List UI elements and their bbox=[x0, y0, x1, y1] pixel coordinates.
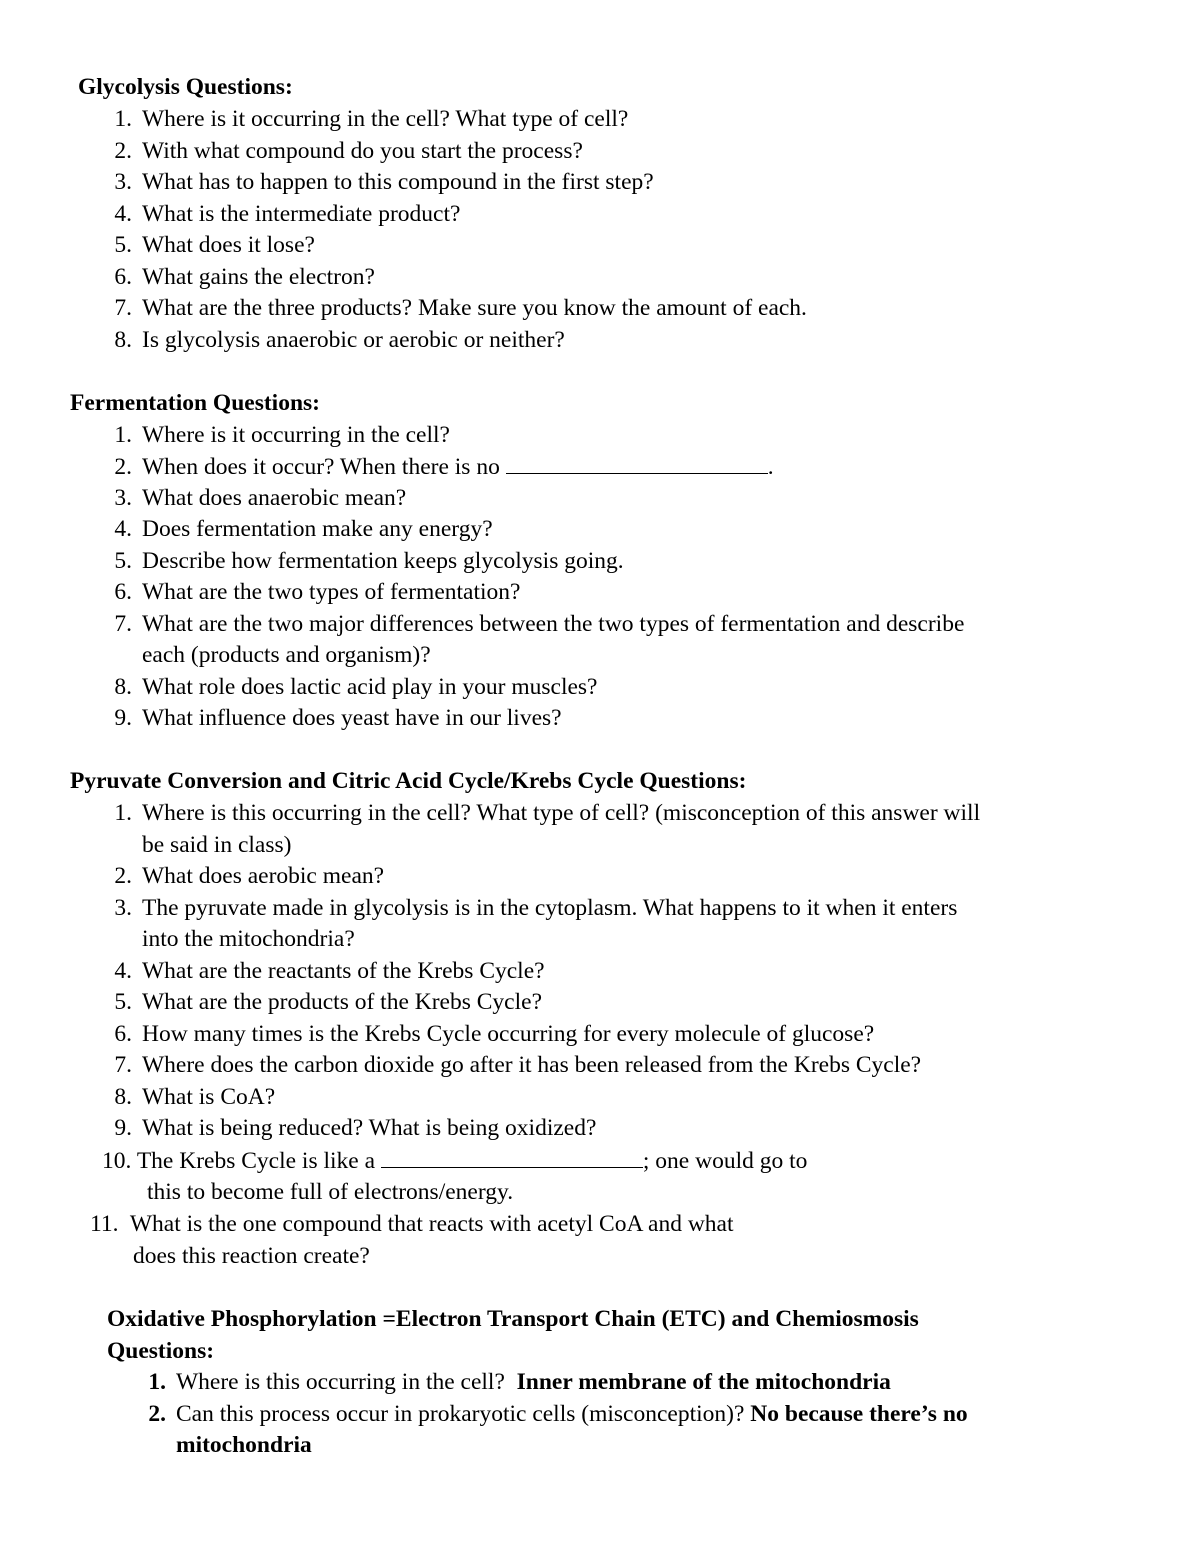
question-number: 2. bbox=[114, 137, 132, 164]
glycolysis-question-5 bbox=[96, 230, 315, 261]
question-text: What influence does yeast have in our lives? bbox=[142, 705, 562, 731]
krebs-question-10 bbox=[102, 1145, 807, 1177]
fermentation-heading: Fermentation Questions: bbox=[70, 390, 320, 416]
question-number: 7. bbox=[114, 1052, 132, 1078]
question-number: 7. bbox=[114, 610, 132, 637]
question-number: 1. bbox=[114, 800, 132, 826]
question-number: 3. bbox=[114, 894, 132, 921]
krebs-question-8 bbox=[96, 1082, 275, 1113]
krebs-question-1 bbox=[96, 798, 980, 829]
question-number: 2. bbox=[114, 863, 132, 889]
question-number: 8. bbox=[114, 326, 132, 353]
question-text: What are the two types of fermentation? bbox=[142, 579, 521, 605]
krebs-heading: Pyruvate Conversion and Citric Acid Cycle/Krebs Cycle Questions: bbox=[70, 768, 747, 794]
krebs-question-10-continuation: this to become full of electrons/energy. bbox=[147, 1179, 514, 1205]
question-number: 7. bbox=[114, 295, 132, 321]
question-number: 2. bbox=[114, 454, 132, 480]
question-text: When does it occur? When there is no bbox=[142, 454, 500, 480]
fermentation-question-7-continuation: each (products and organism)? bbox=[142, 642, 431, 668]
krebs-question-9 bbox=[96, 1113, 596, 1144]
glycolysis-question-6 bbox=[96, 262, 375, 293]
fill-in-blank[interactable] bbox=[506, 451, 768, 474]
question-text: Does fermentation make any energy? bbox=[142, 516, 493, 542]
fermentation-question-1 bbox=[96, 420, 450, 451]
question-text-after-blank: . bbox=[767, 454, 774, 480]
question-number: 9. bbox=[114, 1115, 132, 1141]
krebs-question-11-continuation: does this reaction create? bbox=[133, 1243, 370, 1269]
question-number: 1. bbox=[148, 1369, 166, 1395]
question-text: What is the one compound that reacts with acetyl CoA and what bbox=[129, 1211, 734, 1237]
question-number: 3. bbox=[114, 169, 132, 195]
glycolysis-question-8 bbox=[96, 325, 565, 356]
question-text: Where does the carbon dioxide go after it has been released from the Krebs Cycle? bbox=[142, 1052, 922, 1078]
oxphos-question-1 bbox=[130, 1367, 891, 1398]
question-text: How many times is the Krebs Cycle occurring for every molecule of glucose? bbox=[142, 1020, 875, 1047]
glycolysis-question-2 bbox=[96, 136, 583, 167]
question-text: Where is this occurring in the cell? bbox=[176, 1369, 505, 1395]
question-text: Is glycolysis anaerobic or aerobic or neither? bbox=[142, 326, 565, 353]
krebs-question-11 bbox=[90, 1209, 734, 1240]
question-number: 9. bbox=[114, 705, 132, 731]
question-number: 4. bbox=[114, 516, 132, 542]
question-number: 10. bbox=[102, 1148, 132, 1174]
question-text: What role does lactic acid play in your muscles? bbox=[142, 673, 598, 700]
question-text: What is the intermediate product? bbox=[142, 200, 461, 227]
question-text: What are the reactants of the Krebs Cycle? bbox=[142, 957, 545, 984]
krebs-question-4 bbox=[96, 956, 545, 987]
question-text: What has to happen to this compound in the first step? bbox=[142, 169, 654, 195]
question-text: What are the three products? Make sure you know the amount of each. bbox=[142, 295, 807, 321]
question-text: The Krebs Cycle is like a bbox=[136, 1148, 376, 1174]
question-text: Where is it occurring in the cell? bbox=[142, 421, 450, 448]
question-text: The pyruvate made in glycolysis is in the cytoplasm. What happens to it when it enters bbox=[142, 894, 958, 921]
krebs-question-7 bbox=[96, 1050, 921, 1081]
question-number: 8. bbox=[114, 673, 132, 700]
oxphos-question-2 bbox=[130, 1399, 968, 1430]
question-text: What gains the electron? bbox=[142, 263, 375, 290]
krebs-question-3 bbox=[96, 893, 957, 924]
question-text-after-blank: ; one would go to bbox=[642, 1148, 808, 1174]
fermentation-question-7 bbox=[96, 609, 964, 640]
oxphos-question-2-answer-continuation: mitochondria bbox=[176, 1432, 312, 1458]
glycolysis-question-4 bbox=[96, 199, 460, 230]
question-text: What are the products of the Krebs Cycle? bbox=[142, 989, 542, 1015]
question-text: What are the two major differences between the two types of fermentation and describe bbox=[142, 610, 965, 637]
glycolysis-question-1 bbox=[96, 104, 628, 135]
glycolysis-heading: Glycolysis Questions: bbox=[78, 74, 293, 100]
fermentation-question-9 bbox=[96, 703, 562, 734]
question-text: Can this process occur in prokaryotic cells (misconception)? bbox=[176, 1400, 745, 1427]
question-number: 8. bbox=[114, 1083, 132, 1110]
question-number: 6. bbox=[114, 263, 132, 290]
question-text: What is CoA? bbox=[142, 1083, 276, 1110]
question-text: What is being reduced? What is being oxidized? bbox=[142, 1115, 597, 1141]
question-number: 2. bbox=[148, 1400, 166, 1427]
question-number: 5. bbox=[114, 232, 132, 258]
question-number: 5. bbox=[114, 547, 132, 574]
question-text: With what compound do you start the process? bbox=[142, 137, 583, 164]
fill-in-blank[interactable] bbox=[381, 1145, 643, 1168]
question-number: 1. bbox=[114, 421, 132, 448]
question-text: What does it lose? bbox=[142, 232, 315, 258]
krebs-question-2 bbox=[96, 861, 384, 892]
question-number: 3. bbox=[114, 484, 132, 511]
question-number: 1. bbox=[114, 106, 132, 132]
answer-text: No because there’s no bbox=[750, 1400, 968, 1427]
question-number: 11. bbox=[90, 1211, 119, 1237]
krebs-question-3-continuation: into the mitochondria? bbox=[142, 926, 355, 952]
fermentation-question-4 bbox=[96, 514, 493, 545]
question-number: 6. bbox=[114, 1020, 132, 1047]
question-number: 5. bbox=[114, 989, 132, 1015]
question-number: 6. bbox=[114, 579, 132, 605]
fermentation-question-6 bbox=[96, 577, 520, 608]
glycolysis-question-3 bbox=[96, 167, 654, 198]
question-text: Where is this occurring in the cell? What type of cell? (misconception of this answer will bbox=[142, 800, 981, 826]
krebs-question-5 bbox=[96, 987, 542, 1018]
fermentation-question-5 bbox=[96, 546, 624, 577]
glycolysis-question-7 bbox=[96, 293, 807, 324]
oxphos-heading-continuation: Questions: bbox=[107, 1338, 215, 1364]
question-text: What does anaerobic mean? bbox=[142, 484, 407, 511]
fermentation-question-2 bbox=[96, 451, 774, 483]
question-number: 4. bbox=[114, 200, 132, 227]
answer-text: Inner membrane of the mitochondria bbox=[516, 1369, 891, 1395]
oxphos-heading: Oxidative Phosphorylation =Electron Transport Chain (ETC) and Chemiosmosis bbox=[107, 1306, 919, 1332]
krebs-question-6 bbox=[96, 1019, 874, 1050]
krebs-question-1-continuation: be said in class) bbox=[142, 831, 292, 858]
question-text: What does aerobic mean? bbox=[142, 863, 385, 889]
question-number: 4. bbox=[114, 957, 132, 984]
fermentation-question-8 bbox=[96, 672, 597, 703]
question-text: Where is it occurring in the cell? What type of cell? bbox=[142, 106, 629, 132]
question-text: Describe how fermentation keeps glycolysis going. bbox=[142, 547, 624, 574]
fermentation-question-3 bbox=[96, 483, 406, 514]
